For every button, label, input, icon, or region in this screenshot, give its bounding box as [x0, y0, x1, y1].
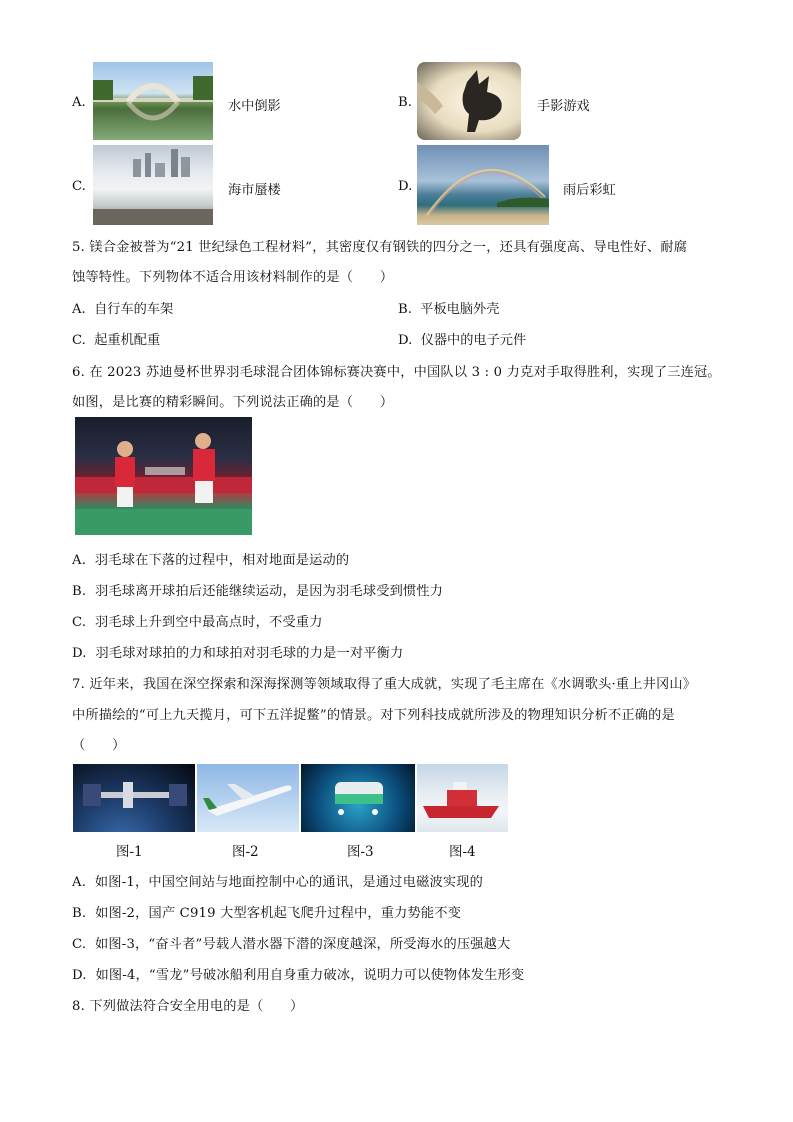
- q7-option-d: [72, 964, 524, 983]
- q5-stem-line2: 蚀等特性。下列物体不适合用该材料制作的是（ ）: [72, 270, 394, 285]
- option-letter: A.: [72, 875, 87, 890]
- q6-stem-line1: 6. 在 2023 苏迪曼杯世界羽毛球混合团体锦标赛决赛中，中国队以 3 : 0 力克对手取得胜利，实现了三连冠。: [72, 365, 721, 380]
- q7-stem-line1: 7. 近年来，我国在深空探索和深海探测等领域取得了重大成就，实现了毛主席在《水调歌头·重上井冈山》: [72, 677, 697, 692]
- c919-airplane-photo: [197, 764, 299, 832]
- option-text: 如图-3，“奋斗者”号载人潜水器下潜的深度越深，所受海水的压强越大: [95, 937, 511, 952]
- figure-caption: 图-1: [116, 844, 143, 860]
- q5-option-b: [398, 298, 499, 317]
- q6-option-a: [72, 549, 349, 568]
- option-letter: C.: [72, 179, 86, 194]
- option-text: 水中倒影: [228, 99, 281, 114]
- q7-option-a: [72, 871, 483, 890]
- q6-option-d: [72, 642, 403, 661]
- hand-shadow-photo: [417, 62, 521, 140]
- figure-caption: 图-3: [347, 844, 374, 860]
- q5-option-c: [72, 329, 160, 348]
- option-letter: D.: [398, 333, 413, 348]
- option-text: 起重机配重: [94, 333, 161, 348]
- option-text: 雨后彩虹: [563, 183, 616, 198]
- option-letter: D.: [72, 646, 87, 661]
- option-letter: B.: [72, 584, 87, 599]
- option-letter: C.: [72, 333, 86, 348]
- fendouzhe-submersible-photo: [301, 764, 415, 832]
- option-letter: A.: [72, 302, 86, 317]
- option-text: 羽毛球对球拍的力和球拍对羽毛球的力是一对平衡力: [95, 646, 404, 661]
- option-text: 羽毛球离开球拍后还能继续运动，是因为羽毛球受到惯性力: [95, 584, 444, 599]
- option-text: 如图-1，中国空间站与地面控制中心的通讯，是通过电磁波实现的: [94, 875, 484, 890]
- q7-stem-line3: （ ）: [72, 738, 126, 753]
- q8-stem-line1: 8. 下列做法符合安全用电的是（ ）: [72, 999, 304, 1014]
- q7-option-b: [72, 902, 461, 921]
- xuelong-icebreaker-photo: [417, 764, 508, 832]
- option-text: 如图-4，“雪龙”号破冰船利用自身重力破冰，说明力可以使物体发生形变: [95, 968, 525, 983]
- q5-stem-line1: 5. 镁合金被誉为“21 世纪绿色工程材料”，其密度仅有钢铁的四分之一，还具有强度高、导电性好、耐腐: [72, 240, 688, 255]
- badminton-players-photo: [75, 417, 252, 535]
- q5-option-a: [72, 298, 173, 317]
- option-text: 海市蜃楼: [228, 183, 281, 198]
- option-text: 羽毛球上升到空中最高点时，不受重力: [95, 615, 323, 630]
- option-letter: D.: [72, 968, 87, 983]
- option-letter: D.: [398, 179, 413, 194]
- space-station-photo: [73, 764, 195, 832]
- mirage-city-photo: [93, 145, 213, 225]
- q6-option-b: [72, 580, 443, 599]
- q7-option-c: [72, 933, 510, 952]
- option-text: 羽毛球在下落的过程中，相对地面是运动的: [94, 553, 350, 568]
- option-text: 平板电脑外壳: [420, 302, 500, 317]
- q6-stem-line2: 如图，是比赛的精彩瞬间。下列说法正确的是（ ）: [72, 395, 394, 410]
- q5-option-d: [398, 329, 526, 348]
- figure-caption: 图-2: [232, 844, 259, 860]
- rainbow-beach-photo: [417, 145, 549, 225]
- option-letter: A.: [72, 553, 87, 568]
- stone-bridge-reflection-photo: [93, 62, 213, 140]
- figure-caption: 图-4: [449, 844, 476, 860]
- option-text: 自行车的车架: [94, 302, 174, 317]
- option-letter: C.: [72, 937, 87, 952]
- option-letter: B.: [398, 95, 412, 110]
- option-text: 手影游戏: [537, 99, 590, 114]
- option-letter: B.: [72, 906, 87, 921]
- option-letter: B.: [398, 302, 412, 317]
- option-letter: A.: [72, 95, 86, 110]
- q6-option-c: [72, 611, 323, 630]
- option-text: 如图-2，国产 C919 大型客机起飞爬升过程中，重力势能不变: [95, 906, 462, 921]
- option-letter: C.: [72, 615, 87, 630]
- q7-stem-line2: 中所描绘的“可上九天揽月，可下五洋捉鳖”的情景。对下列科技成就所涉及的物理知识分析不正确的是: [72, 708, 675, 723]
- option-text: 仪器中的电子元件: [420, 333, 527, 348]
